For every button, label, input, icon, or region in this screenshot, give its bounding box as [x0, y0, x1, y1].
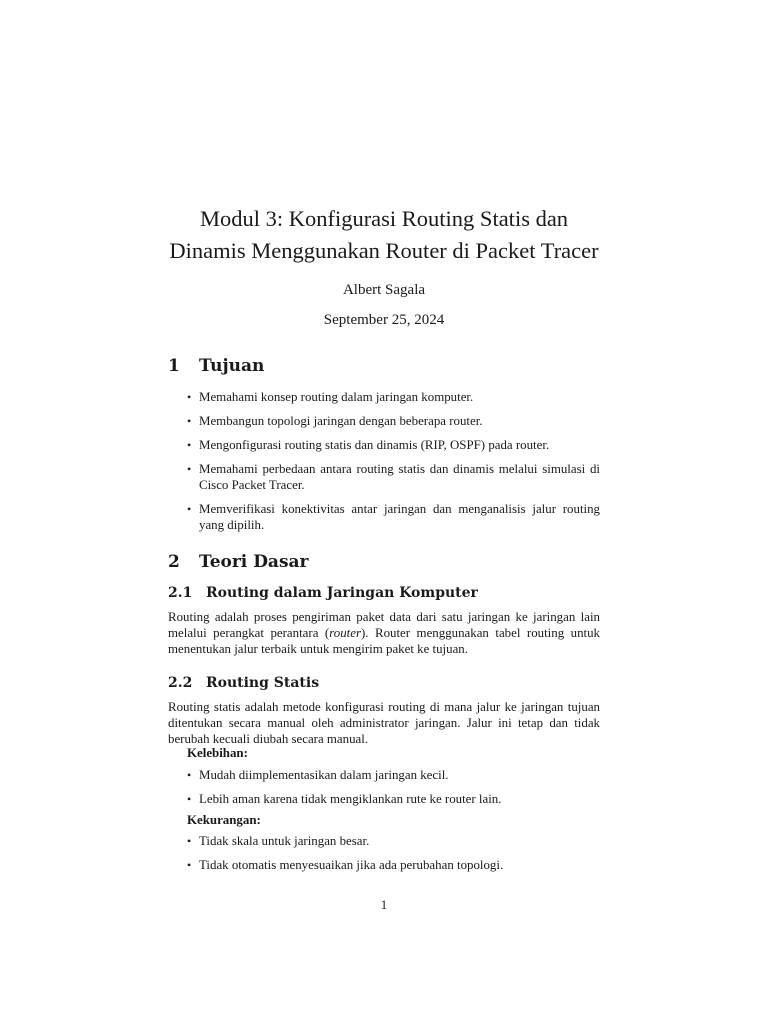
document-title: [0, 203, 768, 267]
bullet-icon: •: [187, 462, 192, 476]
list-item: • Tidak otomatis menyesuaikan jika ada perubahan topologi.: [187, 858, 504, 872]
paragraph-routing-definition: Routing adalah proses pengiriman paket data dari satu jaringan ke jaringan lain melalui perangkat perantara (router). Router menggunakan tabel routing untuk menentukan jalur terbaik untuk mengirim paket ke tujuan.: [168, 610, 601, 656]
section-heading-tujuan: [168, 355, 264, 377]
section-number: 1: [168, 356, 180, 376]
advantages-label: Kelebihan:: [187, 746, 248, 760]
title-line-1: Modul 3: Konfigurasi Routing Statis dan: [199, 206, 569, 231]
subsection-heading-routing-jaringan: [168, 583, 478, 603]
list-item: • Mudah diimplementasikan dalam jaringan kecil.: [187, 768, 449, 782]
disadvantages-label: Kekurangan:: [187, 813, 261, 827]
list-item: • Lebih aman karena tidak mengiklankan rute ke router lain.: [187, 792, 502, 806]
section-title: Tujuan: [199, 356, 265, 376]
subsection-title: Routing Statis: [206, 675, 320, 691]
advantages-list: [186, 767, 600, 807]
tujuan-list: [186, 389, 600, 533]
bullet-icon: •: [187, 858, 192, 872]
bullet-icon: •: [187, 502, 192, 516]
subsection-title: Routing dalam Jaringan Komputer: [206, 585, 478, 601]
bullet-icon: •: [187, 792, 192, 806]
italic-term: router: [329, 626, 361, 640]
bullet-icon: •: [187, 768, 192, 782]
document-date: September 25, 2024: [323, 312, 445, 328]
section-title: Teori Dasar: [199, 552, 309, 572]
list-item: • Tidak skala untuk jaringan besar.: [187, 834, 370, 848]
document-page: [168, 0, 600, 1024]
bullet-icon: •: [187, 438, 192, 452]
subsection-number: 2.1: [168, 585, 193, 601]
page-number: 1: [380, 898, 388, 912]
list-item: • Memahami konsep routing dalam jaringan komputer.: [187, 390, 474, 404]
bullet-icon: •: [187, 834, 192, 848]
list-item: • Membangun topologi jaringan dengan beberapa router.: [187, 414, 483, 428]
list-item: • Mengonfigurasi routing statis dan dinamis (RIP, OSPF) pada router.: [187, 438, 550, 452]
title-line-2: Dinamis Menggunakan Router di Packet Tracer: [169, 238, 599, 263]
section-heading-teori-dasar: [168, 551, 309, 573]
list-item: • Memahami perbedaan antara routing statis dan dinamis melalui simulasi di Cisco Packet Tracer.: [187, 462, 600, 492]
paragraph-routing-statis: Routing statis adalah metode konfigurasi routing di mana jalur ke jaringan tujuan ditentukan secara manual oleh administrator jaringan. Jalur ini tetap dan tidak berubah kecuali diubah secara manual.: [168, 700, 600, 746]
subsection-heading-routing-statis: [168, 673, 319, 693]
list-item: • Memverifikasi konektivitas antar jaringan dan menganalisis jalur routing yang dipilih.: [187, 502, 600, 532]
author-name: Albert Sagala: [342, 282, 426, 298]
disadvantages-list: [186, 833, 600, 873]
section-number: 2: [168, 552, 180, 572]
bullet-icon: •: [187, 390, 192, 404]
bullet-icon: •: [187, 414, 192, 428]
subsection-number: 2.2: [168, 675, 193, 691]
